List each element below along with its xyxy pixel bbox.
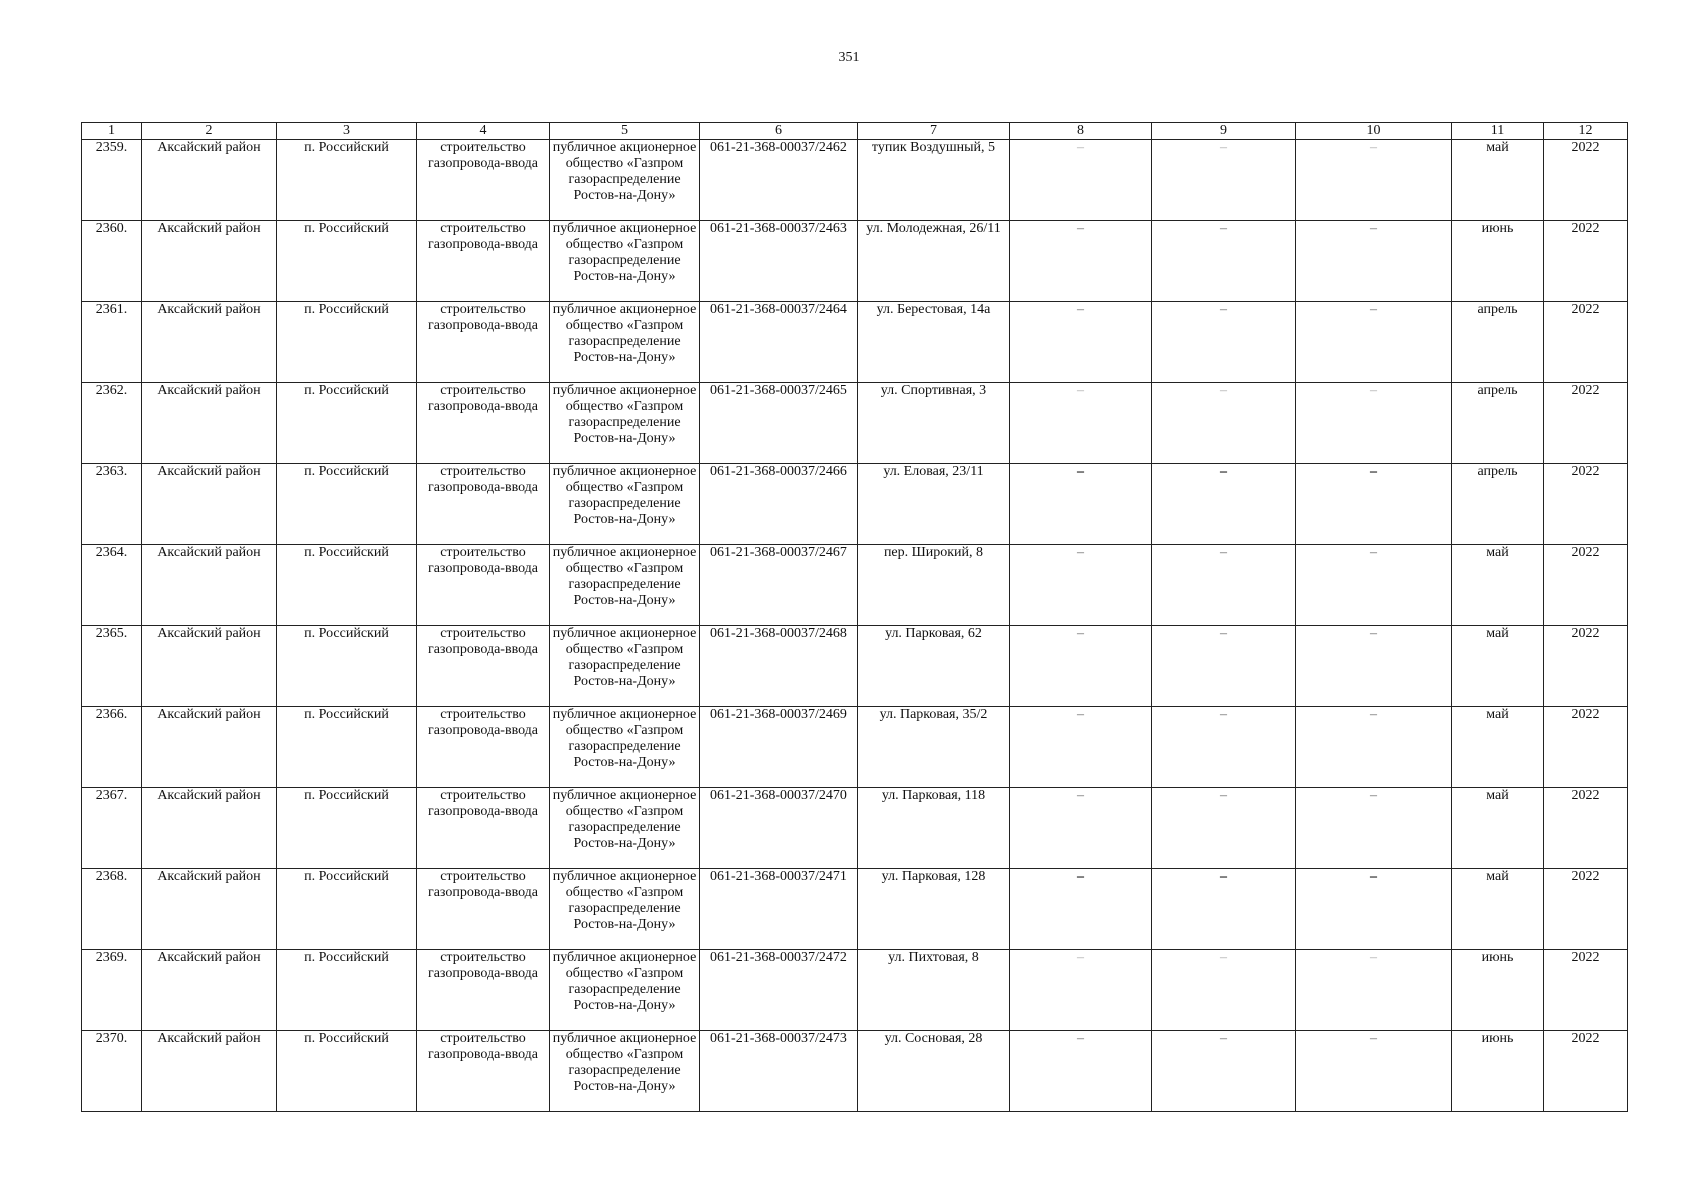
month-cell: июнь (1452, 221, 1544, 302)
column-9-cell (1152, 950, 1296, 1031)
dash-mark: – (1220, 140, 1227, 155)
year-cell: 2022 (1544, 950, 1628, 1031)
dash-mark: – (1077, 545, 1084, 560)
address-cell: ул. Парковая, 62 (858, 626, 1010, 707)
month-cell: апрель (1452, 383, 1544, 464)
district-cell: Аксайский район (142, 464, 277, 545)
column-10-cell (1296, 788, 1452, 869)
registry-table (81, 122, 1628, 1112)
address-cell: ул. Пихтовая, 8 (858, 950, 1010, 1031)
settlement-cell: п. Российский (277, 950, 417, 1031)
work-type-cell: строительство газопровода-ввода (417, 788, 550, 869)
settlement-cell: п. Российский (277, 626, 417, 707)
work-type-cell: строительство газопровода-ввода (417, 140, 550, 221)
dash-mark: – (1370, 221, 1377, 236)
district-cell: Аксайский район (142, 1031, 277, 1112)
column-8-cell (1010, 383, 1152, 464)
dash-mark: – (1220, 383, 1227, 398)
column-header: 11 (1452, 123, 1544, 140)
organization-cell: публичное акционерное общество «Газпром газораспределение Ростов-на-Дону» (550, 707, 700, 788)
organization-cell: публичное акционерное общество «Газпром газораспределение Ростов-на-Дону» (550, 1031, 700, 1112)
registration-code-cell: 061-21-368-00037/2470 (700, 788, 858, 869)
column-9-cell (1152, 383, 1296, 464)
dash-mark: – (1220, 1031, 1227, 1046)
work-type-cell: строительство газопровода-ввода (417, 302, 550, 383)
registration-code-cell: 061-21-368-00037/2462 (700, 140, 858, 221)
dash-mark: – (1077, 707, 1084, 722)
dash-mark: – (1077, 950, 1084, 965)
table-row (82, 950, 1628, 1031)
column-header: 5 (550, 123, 700, 140)
organization-cell: публичное акционерное общество «Газпром газораспределение Ростов-на-Дону» (550, 869, 700, 950)
registration-code-cell: 061-21-368-00037/2469 (700, 707, 858, 788)
column-8-cell (1010, 464, 1152, 545)
month-cell: май (1452, 788, 1544, 869)
organization-cell: публичное акционерное общество «Газпром газораспределение Ростов-на-Дону» (550, 140, 700, 221)
table-row (82, 383, 1628, 464)
dash-mark: – (1370, 140, 1377, 155)
year-cell: 2022 (1544, 464, 1628, 545)
registration-code-cell: 061-21-368-00037/2463 (700, 221, 858, 302)
column-9-cell (1152, 1031, 1296, 1112)
column-9-cell (1152, 140, 1296, 221)
column-header: 7 (858, 123, 1010, 140)
address-cell: ул. Парковая, 118 (858, 788, 1010, 869)
settlement-cell: п. Российский (277, 383, 417, 464)
dash-mark: – (1220, 788, 1227, 803)
dash-mark: – (1220, 302, 1227, 317)
column-header: 3 (277, 123, 417, 140)
column-header: 4 (417, 123, 550, 140)
column-9-cell (1152, 707, 1296, 788)
table-row (82, 545, 1628, 626)
year-cell: 2022 (1544, 626, 1628, 707)
district-cell: Аксайский район (142, 221, 277, 302)
dash-mark: – (1370, 383, 1377, 398)
column-8-cell (1010, 221, 1152, 302)
work-type-cell: строительство газопровода-ввода (417, 626, 550, 707)
column-8-cell (1010, 869, 1152, 950)
month-cell: апрель (1452, 302, 1544, 383)
dash-mark: – (1077, 1031, 1084, 1046)
row-number: 2363. (82, 464, 142, 545)
row-number: 2360. (82, 221, 142, 302)
column-9-cell (1152, 545, 1296, 626)
row-number: 2364. (82, 545, 142, 626)
dash-mark: – (1220, 707, 1227, 722)
settlement-cell: п. Российский (277, 869, 417, 950)
settlement-cell: п. Российский (277, 464, 417, 545)
dash-mark: – (1077, 626, 1084, 641)
settlement-cell: п. Российский (277, 1031, 417, 1112)
column-10-cell (1296, 869, 1452, 950)
address-cell: ул. Еловая, 23/11 (858, 464, 1010, 545)
column-8-cell (1010, 707, 1152, 788)
dash-mark: – (1370, 1031, 1377, 1046)
dash-mark: – (1077, 869, 1084, 884)
organization-cell: публичное акционерное общество «Газпром газораспределение Ростов-на-Дону» (550, 626, 700, 707)
column-8-cell (1010, 302, 1152, 383)
row-number: 2365. (82, 626, 142, 707)
district-cell: Аксайский район (142, 626, 277, 707)
dash-mark: – (1220, 626, 1227, 641)
column-10-cell (1296, 545, 1452, 626)
year-cell: 2022 (1544, 140, 1628, 221)
work-type-cell: строительство газопровода-ввода (417, 221, 550, 302)
column-8-cell (1010, 545, 1152, 626)
registration-code-cell: 061-21-368-00037/2468 (700, 626, 858, 707)
address-cell: пер. Широкий, 8 (858, 545, 1010, 626)
column-8-cell (1010, 950, 1152, 1031)
column-header: 2 (142, 123, 277, 140)
dash-mark: – (1220, 950, 1227, 965)
address-cell: ул. Спортивная, 3 (858, 383, 1010, 464)
column-8-cell (1010, 1031, 1152, 1112)
address-cell: ул. Парковая, 128 (858, 869, 1010, 950)
table-row (82, 302, 1628, 383)
month-cell: май (1452, 140, 1544, 221)
month-cell: апрель (1452, 464, 1544, 545)
column-10-cell (1296, 383, 1452, 464)
row-number: 2369. (82, 950, 142, 1031)
column-header: 1 (82, 123, 142, 140)
district-cell: Аксайский район (142, 707, 277, 788)
registration-code-cell: 061-21-368-00037/2473 (700, 1031, 858, 1112)
organization-cell: публичное акционерное общество «Газпром газораспределение Ростов-на-Дону» (550, 788, 700, 869)
table-row (82, 221, 1628, 302)
work-type-cell: строительство газопровода-ввода (417, 869, 550, 950)
dash-mark: – (1220, 545, 1227, 560)
year-cell: 2022 (1544, 707, 1628, 788)
address-cell: ул. Молодежная, 26/11 (858, 221, 1010, 302)
district-cell: Аксайский район (142, 302, 277, 383)
month-cell: июнь (1452, 950, 1544, 1031)
work-type-cell: строительство газопровода-ввода (417, 1031, 550, 1112)
column-header: 10 (1296, 123, 1452, 140)
registration-code-cell: 061-21-368-00037/2466 (700, 464, 858, 545)
district-cell: Аксайский район (142, 383, 277, 464)
dash-mark: – (1370, 626, 1377, 641)
column-10-cell (1296, 1031, 1452, 1112)
column-10-cell (1296, 302, 1452, 383)
dash-mark: – (1077, 788, 1084, 803)
year-cell: 2022 (1544, 545, 1628, 626)
dash-mark: – (1370, 302, 1377, 317)
registration-code-cell: 061-21-368-00037/2472 (700, 950, 858, 1031)
column-9-cell (1152, 869, 1296, 950)
row-number: 2368. (82, 869, 142, 950)
column-10-cell (1296, 464, 1452, 545)
dash-mark: – (1370, 464, 1377, 479)
settlement-cell: п. Российский (277, 302, 417, 383)
dash-mark: – (1370, 950, 1377, 965)
column-9-cell (1152, 221, 1296, 302)
month-cell: май (1452, 626, 1544, 707)
settlement-cell: п. Российский (277, 221, 417, 302)
dash-mark: – (1220, 464, 1227, 479)
settlement-cell: п. Российский (277, 545, 417, 626)
year-cell: 2022 (1544, 302, 1628, 383)
district-cell: Аксайский район (142, 869, 277, 950)
address-cell: тупик Воздушный, 5 (858, 140, 1010, 221)
year-cell: 2022 (1544, 788, 1628, 869)
table-row (82, 140, 1628, 221)
dash-mark: – (1220, 869, 1227, 884)
address-cell: ул. Сосновая, 28 (858, 1031, 1010, 1112)
organization-cell: публичное акционерное общество «Газпром газораспределение Ростов-на-Дону» (550, 950, 700, 1031)
column-header: 6 (700, 123, 858, 140)
column-header: 12 (1544, 123, 1628, 140)
dash-mark: – (1370, 707, 1377, 722)
column-9-cell (1152, 302, 1296, 383)
district-cell: Аксайский район (142, 788, 277, 869)
table-body (82, 140, 1628, 1112)
dash-mark: – (1077, 464, 1084, 479)
dash-mark: – (1077, 221, 1084, 236)
registration-code-cell: 061-21-368-00037/2465 (700, 383, 858, 464)
year-cell: 2022 (1544, 221, 1628, 302)
registration-code-cell: 061-21-368-00037/2471 (700, 869, 858, 950)
row-number: 2367. (82, 788, 142, 869)
column-9-cell (1152, 788, 1296, 869)
page-number: 351 (838, 50, 860, 65)
month-cell: май (1452, 545, 1544, 626)
month-cell: май (1452, 707, 1544, 788)
district-cell: Аксайский район (142, 950, 277, 1031)
column-header: 9 (1152, 123, 1296, 140)
row-number: 2370. (82, 1031, 142, 1112)
district-cell: Аксайский район (142, 140, 277, 221)
dash-mark: – (1077, 302, 1084, 317)
organization-cell: публичное акционерное общество «Газпром газораспределение Ростов-на-Дону» (550, 383, 700, 464)
column-9-cell (1152, 626, 1296, 707)
year-cell: 2022 (1544, 869, 1628, 950)
column-header: 8 (1010, 123, 1152, 140)
table-row (82, 464, 1628, 545)
column-10-cell (1296, 707, 1452, 788)
dash-mark: – (1370, 545, 1377, 560)
organization-cell: публичное акционерное общество «Газпром газораспределение Ростов-на-Дону» (550, 302, 700, 383)
year-cell: 2022 (1544, 383, 1628, 464)
row-number: 2362. (82, 383, 142, 464)
settlement-cell: п. Российский (277, 788, 417, 869)
work-type-cell: строительство газопровода-ввода (417, 383, 550, 464)
organization-cell: публичное акционерное общество «Газпром газораспределение Ростов-на-Дону» (550, 221, 700, 302)
registration-code-cell: 061-21-368-00037/2467 (700, 545, 858, 626)
column-10-cell (1296, 950, 1452, 1031)
work-type-cell: строительство газопровода-ввода (417, 545, 550, 626)
row-number: 2361. (82, 302, 142, 383)
column-8-cell (1010, 788, 1152, 869)
district-cell: Аксайский район (142, 545, 277, 626)
organization-cell: публичное акционерное общество «Газпром газораспределение Ростов-на-Дону» (550, 545, 700, 626)
dash-mark: – (1370, 869, 1377, 884)
work-type-cell: строительство газопровода-ввода (417, 950, 550, 1031)
table-row (82, 788, 1628, 869)
dash-mark: – (1077, 140, 1084, 155)
address-cell: ул. Парковая, 35/2 (858, 707, 1010, 788)
settlement-cell: п. Российский (277, 140, 417, 221)
column-8-cell (1010, 626, 1152, 707)
column-8-cell (1010, 140, 1152, 221)
table-row (82, 707, 1628, 788)
address-cell: ул. Берестовая, 14а (858, 302, 1010, 383)
table-row (82, 1031, 1628, 1112)
month-cell: июнь (1452, 1031, 1544, 1112)
column-9-cell (1152, 464, 1296, 545)
header-row (82, 123, 1628, 140)
work-type-cell: строительство газопровода-ввода (417, 464, 550, 545)
dash-mark: – (1077, 383, 1084, 398)
row-number: 2366. (82, 707, 142, 788)
dash-mark: – (1220, 221, 1227, 236)
column-10-cell (1296, 626, 1452, 707)
table-row (82, 869, 1628, 950)
column-10-cell (1296, 140, 1452, 221)
row-number: 2359. (82, 140, 142, 221)
table-row (82, 626, 1628, 707)
column-10-cell (1296, 221, 1452, 302)
registration-code-cell: 061-21-368-00037/2464 (700, 302, 858, 383)
month-cell: май (1452, 869, 1544, 950)
work-type-cell: строительство газопровода-ввода (417, 707, 550, 788)
dash-mark: – (1370, 788, 1377, 803)
settlement-cell: п. Российский (277, 707, 417, 788)
organization-cell: публичное акционерное общество «Газпром газораспределение Ростов-на-Дону» (550, 464, 700, 545)
year-cell: 2022 (1544, 1031, 1628, 1112)
